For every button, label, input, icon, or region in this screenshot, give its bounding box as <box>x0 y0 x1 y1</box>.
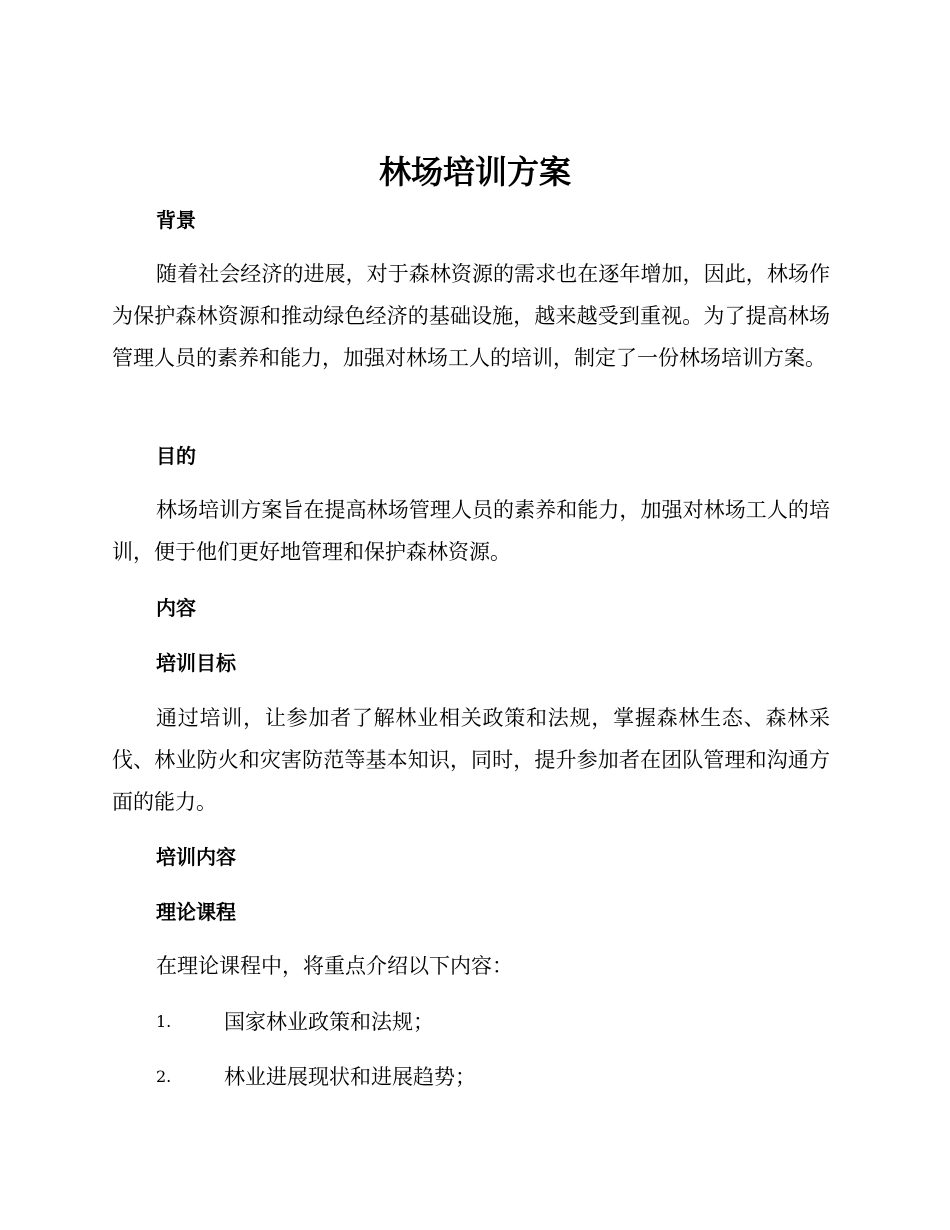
list-item-text: 国家林业政策和法规； <box>224 1010 434 1034</box>
purpose-paragraph: 林场培训方案旨在提高林场管理人员的素养和能力，加强对林场工人的培训，便于他们更好地管理和保护森林资源。 <box>112 498 830 564</box>
section-heading-training-goal: 培训目标 <box>156 651 236 675</box>
theory-course-intro: 在理论课程中，将重点介绍以下内容： <box>156 954 513 978</box>
list-item <box>156 1056 836 1098</box>
list-item-number: 2. <box>156 1067 172 1086</box>
training-goal-paragraph: 通过培训，让参加者了解林业相关政策和法规，掌握森林生态、森林采伐、林业防火和灾害防范等基本知识，同时，提升参加者在团队管理和沟通方面的能力。 <box>112 706 830 814</box>
document-title: 林场培训方案 <box>378 153 571 191</box>
section-heading-training-content: 培训内容 <box>156 845 236 869</box>
section-heading-content: 内容 <box>156 596 196 620</box>
background-paragraph: 随着社会经济的进展，对于森林资源的需求也在逐年增加，因此，林场作为保护森林资源和推动绿色经济的基础设施，越来越受到重视。为了提高林场管理人员的素养和能力，加强对林场工人的培训，制定了一份林场培训方案。 <box>112 262 830 370</box>
section-heading-background: 背景 <box>156 208 196 232</box>
list-item-number: 1. <box>156 1012 172 1031</box>
section-heading-purpose: 目的 <box>156 444 196 468</box>
list-item-text: 林业进展现状和进展趋势； <box>224 1065 476 1089</box>
section-heading-theory-course: 理论课程 <box>156 900 236 924</box>
list-item <box>156 1001 836 1043</box>
